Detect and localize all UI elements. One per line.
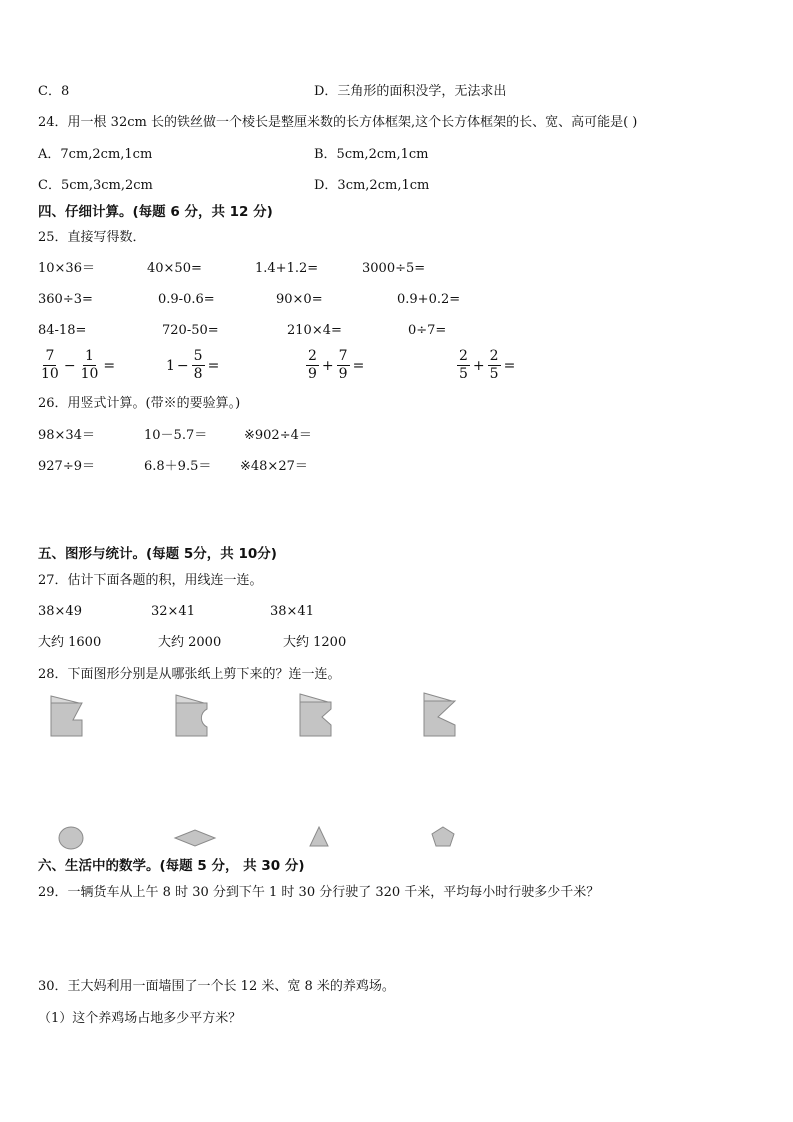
operator: +	[321, 357, 334, 374]
q29-stem: 29．一辆货车从上午 8 时 30 分到下午 1 时 30 分行驶了 320 千米，平均每小时行驶多少千米？	[38, 885, 600, 900]
q26-item: 10－5.7＝	[144, 428, 208, 443]
q27-stem: 27．估计下面各题的积，用线连一连。	[38, 573, 263, 588]
q26-item: ※902÷4＝	[244, 428, 312, 443]
numerator: 5	[193, 348, 203, 364]
denominator: 5	[489, 366, 499, 382]
q26-stem: 26．用竖式计算。(带※的要验算。)	[38, 396, 241, 411]
q25-item: 360÷3=	[38, 292, 93, 307]
cut-paper-shape-3	[298, 694, 334, 738]
q25-item: 0.9+0.2=	[397, 292, 461, 307]
denominator: 10	[80, 366, 99, 382]
numerator: 7	[338, 348, 348, 364]
numerator: 2	[489, 348, 499, 364]
fraction	[306, 348, 319, 383]
q24-stem: 24．用一根 32cm 长的铁丝做一个棱长是整厘米数的长方体框架,这个长方体框架的长、宽、高可能是( )	[38, 115, 638, 130]
q25-item: 720-50=	[162, 323, 219, 338]
denominator: 9	[338, 366, 348, 382]
fraction	[39, 348, 61, 383]
numerator: 2	[308, 348, 317, 364]
numerator: 1	[85, 348, 94, 364]
cut-paper-shape-2	[174, 695, 210, 738]
whole-number: 1	[166, 357, 175, 374]
q27-estimate: 大约 1200	[283, 635, 347, 650]
q26-item: 6.8＋9.5＝	[144, 459, 212, 474]
rhombus-piece	[174, 829, 216, 847]
q27-expression: 32×41	[151, 604, 195, 619]
pentagon-piece	[430, 826, 456, 848]
q30-sub1: （1）这个养鸡场占地多少平方米？	[38, 1011, 242, 1026]
triangle-piece	[309, 826, 329, 848]
fraction	[457, 348, 470, 383]
q25-item: 1.4+1.2=	[255, 261, 319, 276]
denominator: 10	[41, 366, 59, 382]
fraction	[488, 348, 501, 383]
q25-item: 10×36＝	[38, 261, 95, 276]
equals-sign: =	[503, 357, 516, 374]
q25-item: 210×4=	[287, 323, 342, 338]
equals-sign: =	[207, 357, 220, 374]
denominator: 9	[308, 366, 317, 382]
q26-item: 98×34＝	[38, 428, 95, 443]
q25-fraction-item	[38, 348, 117, 383]
equals-sign: =	[103, 357, 116, 374]
q25-item: 0÷7=	[408, 323, 447, 338]
q25-fraction-item	[456, 348, 517, 383]
circle-piece	[58, 826, 84, 850]
q25-item: 84-18=	[38, 323, 87, 338]
fraction	[337, 348, 350, 383]
fraction	[79, 348, 101, 383]
q27-estimate: 大约 2000	[158, 635, 222, 650]
q25-item: 40×50=	[147, 261, 202, 276]
q25-item: 3000÷5=	[362, 261, 426, 276]
numerator: 7	[45, 348, 55, 364]
operator: +	[472, 357, 485, 374]
q28-stem: 28．下面图形分别是从哪张纸上剪下来的？连一连。	[38, 667, 341, 682]
q24-option-d: D．3cm,2cm,1cm	[314, 178, 430, 193]
operator: −	[63, 357, 76, 374]
q25-stem: 25．直接写得数．	[38, 230, 146, 245]
fraction	[192, 348, 205, 383]
denominator: 8	[193, 366, 203, 382]
q23-option-c: C．8	[38, 84, 70, 99]
q30-stem: 30．王大妈利用一面墙围了一个长 12 米、宽 8 米的养鸡场。	[38, 979, 395, 994]
q26-item: ※48×27＝	[240, 459, 308, 474]
q23-option-d: D．三角形的面积没学，无法求出	[314, 84, 507, 99]
section4-title: 四、仔细计算。(每题 6 分，共 12 分)	[38, 204, 273, 220]
equals-sign: =	[352, 357, 365, 374]
q26-item: 927÷9＝	[38, 459, 95, 474]
q25-item: 0.9-0.6=	[158, 292, 215, 307]
q24-option-b: B．5cm,2cm,1cm	[314, 147, 429, 162]
operator: −	[176, 357, 189, 374]
denominator: 5	[459, 366, 468, 382]
q24-option-a: A．7cm,2cm,1cm	[38, 147, 153, 162]
section6-title: 六、生活中的数学。(每题 5 分， 共 30 分)	[38, 858, 305, 874]
section5-title: 五、图形与统计。(每题 5分，共 10分)	[38, 546, 277, 562]
cut-paper-shape-4	[422, 693, 458, 738]
q25-item: 90×0=	[276, 292, 323, 307]
numerator: 2	[459, 348, 468, 364]
q27-expression: 38×49	[38, 604, 82, 619]
q27-expression: 38×41	[270, 604, 314, 619]
cut-paper-shape-1	[49, 696, 85, 738]
q25-fraction-item	[166, 348, 221, 383]
q25-fraction-item	[305, 348, 366, 383]
q24-option-c: C．5cm,3cm,2cm	[38, 178, 153, 193]
q27-estimate: 大约 1600	[38, 635, 102, 650]
